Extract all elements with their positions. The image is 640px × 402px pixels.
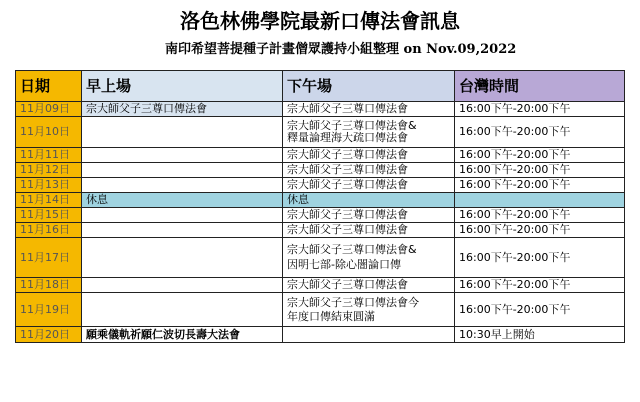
afternoon-line: 宗大師父子三尊口傳法會& [287, 119, 417, 132]
time-cell: 16:00下午-20:00下午 [455, 148, 625, 163]
afternoon-cell [283, 278, 455, 293]
afternoon-cell [283, 293, 455, 327]
afternoon-line: 宗大師父子三尊口傳法會 [287, 208, 408, 221]
morning-cell [82, 178, 283, 193]
table-row [16, 163, 625, 178]
date-cell: 11月09日 [16, 102, 82, 117]
date-cell: 11月15日 [16, 208, 82, 223]
morning-cell: 宗大師父子三尊口傳法會 [82, 102, 283, 117]
afternoon-line: 宗大師父子三尊口傳法會& [287, 243, 417, 256]
afternoon-line: 釋量論理海大疏口傳法會 [287, 131, 408, 144]
afternoon-cell [283, 102, 455, 117]
morning-cell [82, 148, 283, 163]
time-cell: 16:00下午-20:00下午 [455, 163, 625, 178]
date-cell: 11月20日 [16, 327, 82, 343]
page-subtitle: 南印希望菩提種子計畫僧眾護持小組整理 on Nov.09,2022 [165, 42, 517, 57]
time-cell: 16:00下午-20:00下午 [455, 293, 625, 327]
afternoon-cell [283, 238, 455, 278]
time-cell: 16:00下午-20:00下午 [455, 278, 625, 293]
afternoon-cell [283, 117, 455, 148]
table-row [16, 178, 625, 193]
date-cell: 11月10日 [16, 117, 82, 148]
table-row [16, 148, 625, 163]
time-cell: 16:00下午-20:00下午 [455, 238, 625, 278]
schedule-table [15, 70, 625, 343]
column-header-time: 台灣時間 [455, 71, 625, 102]
date-cell: 11月12日 [16, 163, 82, 178]
afternoon-line: 宗大師父子三尊口傳法會 [287, 223, 408, 236]
table-row [16, 223, 625, 238]
date-cell: 11月14日 [16, 193, 82, 208]
date-cell: 11月17日 [16, 238, 82, 278]
date-cell: 11月16日 [16, 223, 82, 238]
afternoon-line: 宗大師父子三尊口傳法會 [287, 278, 408, 291]
afternoon-cell [283, 193, 455, 208]
morning-cell [82, 117, 283, 148]
time-cell: 16:00下午-20:00下午 [455, 117, 625, 148]
time-cell: 16:00下午-20:00下午 [455, 223, 625, 238]
afternoon-cell [283, 327, 455, 343]
morning-cell: 休息 [82, 193, 283, 208]
morning-cell [82, 223, 283, 238]
column-header-date: 日期 [16, 71, 82, 102]
afternoon-cell [283, 223, 455, 238]
morning-cell [82, 293, 283, 327]
page-title: 洛色林佛學院最新口傳法會訊息 [180, 9, 460, 33]
afternoon-cell [283, 208, 455, 223]
time-cell [455, 193, 625, 208]
date-cell: 11月13日 [16, 178, 82, 193]
morning-cell [82, 278, 283, 293]
column-header-morning: 早上場 [82, 71, 283, 102]
afternoon-cell [283, 148, 455, 163]
afternoon-cell [283, 178, 455, 193]
afternoon-line: 宗大師父子三尊口傳法會 [287, 148, 408, 161]
table-row [16, 102, 625, 117]
date-cell: 11月19日 [16, 293, 82, 327]
afternoon-line: 宗大師父子三尊口傳法會 [287, 102, 408, 115]
morning-cell: 願乘儀軌祈願仁波切長壽大法會 [82, 327, 283, 343]
morning-cell [82, 238, 283, 278]
afternoon-line: 宗大師父子三尊口傳法會 [287, 178, 408, 191]
table-row [16, 117, 625, 148]
table-row [16, 278, 625, 293]
time-cell: 16:00下午-20:00下午 [455, 208, 625, 223]
header-row [16, 71, 625, 102]
morning-cell [82, 163, 283, 178]
table-row [16, 193, 625, 208]
time-cell: 10:30早上開始 [455, 327, 625, 343]
afternoon-line: 宗大師父子三尊口傳法會今 [287, 295, 419, 309]
table-row [16, 293, 625, 327]
column-header-afternoon: 下午場 [283, 71, 455, 102]
afternoon-cell [283, 163, 455, 178]
time-cell: 16:00下午-20:00下午 [455, 102, 625, 117]
afternoon-line: 因明七部-除心闇論口傳 [287, 258, 401, 271]
time-cell: 16:00下午-20:00下午 [455, 178, 625, 193]
table-row [16, 208, 625, 223]
afternoon-line: 休息 [287, 193, 309, 206]
table-row [16, 238, 625, 278]
afternoon-line: 宗大師父子三尊口傳法會 [287, 163, 408, 176]
date-cell: 11月11日 [16, 148, 82, 163]
morning-cell [82, 208, 283, 223]
table-row [16, 327, 625, 343]
date-cell: 11月18日 [16, 278, 82, 293]
afternoon-line: 年度口傳結束圓滿 [287, 309, 375, 323]
